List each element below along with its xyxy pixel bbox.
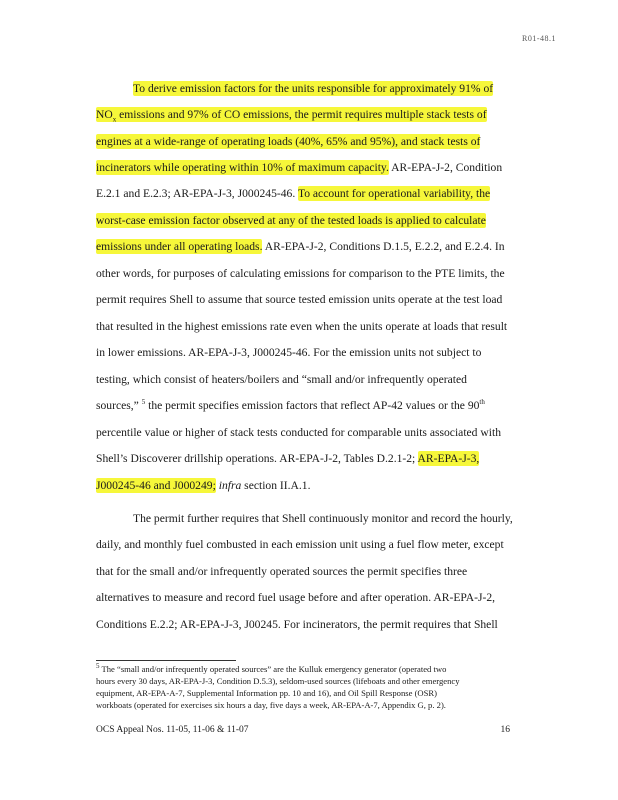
footnote-ref[interactable]: 5 [141, 398, 146, 407]
text-line-7: emissions under all operating loads. AR-EPA-J-2, Conditions D.1.5, E.2.2, and E.2.4. In [96, 240, 505, 253]
footnote-number: 5 [96, 662, 100, 671]
page-number: 16 [500, 725, 510, 735]
text-line-17: The permit further requires that Shell continuously monitor and record the hourly, [133, 512, 513, 525]
footnote-line-3: equipment, AR-EPA-A-7, Supplemental Information pp. 10 and 16), and Oil Spill Response (OSR) [96, 688, 438, 698]
text-line-16: J000245-46 and J000249; infra section II.A.1. [96, 479, 311, 492]
text-line-3 [96, 135, 480, 149]
text-line-10: that resulted in the highest emissions rate even when the units operate at loads that result [96, 320, 508, 333]
footnote-line-2: hours every 30 days, AR-EPA-J-3, Condition D.5.3), seldom-used sources (lifeboats and other emergency [96, 676, 460, 686]
text-line-4: incinerators while operating within 10% of maximum capacity. AR-EPA-J-2, Condition [96, 161, 503, 174]
text-line-5: E.2.1 and E.2.3; AR-EPA-J-3, J000245-46. To account for operational variability, the [96, 187, 491, 200]
footnote-line-4: workboats (operated for exercises six hours a day, five days a week, AR-EPA-A-7, Appendix G, p. 2). [96, 700, 446, 710]
text-line-19: that for the small and/or infrequently operated sources the permit specifies three [96, 565, 468, 578]
text-line-13: sources,” $^5$ the permit specifies emission factors that reflect AP-42 values or the 90th [96, 398, 485, 412]
text-line-8: other words, for purposes of calculating emissions for comparison to the PTE limits, the [96, 267, 505, 280]
text-line-20: alternatives to measure and record fuel usage before and after operation. AR-EPA-J-2, [96, 591, 496, 604]
highlight: incinerators while operating within 10% of maximum capacity. [96, 161, 389, 174]
bates-number: R01-48.1 [522, 34, 556, 43]
text-line-18: daily, and monthly fuel combusted in each emission unit using a fuel flow meter, except [96, 538, 504, 551]
text-line-2 [96, 108, 487, 122]
highlight: emissions under all operating loads. [96, 240, 263, 253]
highlight: To derive emission factors for the units responsible for approximately 91% of [133, 82, 494, 95]
case-number: OCS Appeal Nos. 11-05, 11-06 & 11-07 [96, 725, 249, 735]
text-line-9: permit requires Shell to assume that source tested emission units operate at the test load [96, 293, 503, 306]
highlight: To account for operational variability, the [297, 187, 491, 200]
text-line-12: testing, which consist of heaters/boilers and “small and/or infrequently operated [96, 373, 467, 386]
footnote-divider [96, 660, 236, 661]
highlight: engines at a wide-range of operating loads (40%, 65% and 95%), and stack tests of [96, 135, 481, 148]
highlight: worst-case emission factor observed at any of the tested loads is applied to calculate [96, 214, 486, 227]
highlight: AR-EPA-J-3, [417, 452, 480, 465]
text-line-14: percentile value or higher of stack tests conducted for comparable units associated with [96, 426, 501, 439]
text-line-6 [96, 214, 486, 228]
text-line-15: Shell’s Discoverer drillship operations. AR-EPA-J-2, Tables D.2.1-2; AR-EPA-J-3, [96, 452, 480, 465]
text-line-21: Conditions E.2.2; AR-EPA-J-3, J00245. For incinerators, the permit requires that Shell [96, 618, 498, 631]
footnote-line-1: $^5$ The “small and/or infrequently operated sources” are the Kulluk emergency generator (operated two [96, 662, 447, 674]
text-line-11: in lower emissions. AR-EPA-J-3, J000245-46. For the emission units not subject to [96, 346, 482, 359]
highlight: $NO_x$ emissions and 97% of CO emissions, the permit requires multiple stack tests of [96, 108, 487, 124]
highlight: J000245-46 and J000249; [96, 479, 216, 492]
text-line-1 [133, 82, 493, 96]
